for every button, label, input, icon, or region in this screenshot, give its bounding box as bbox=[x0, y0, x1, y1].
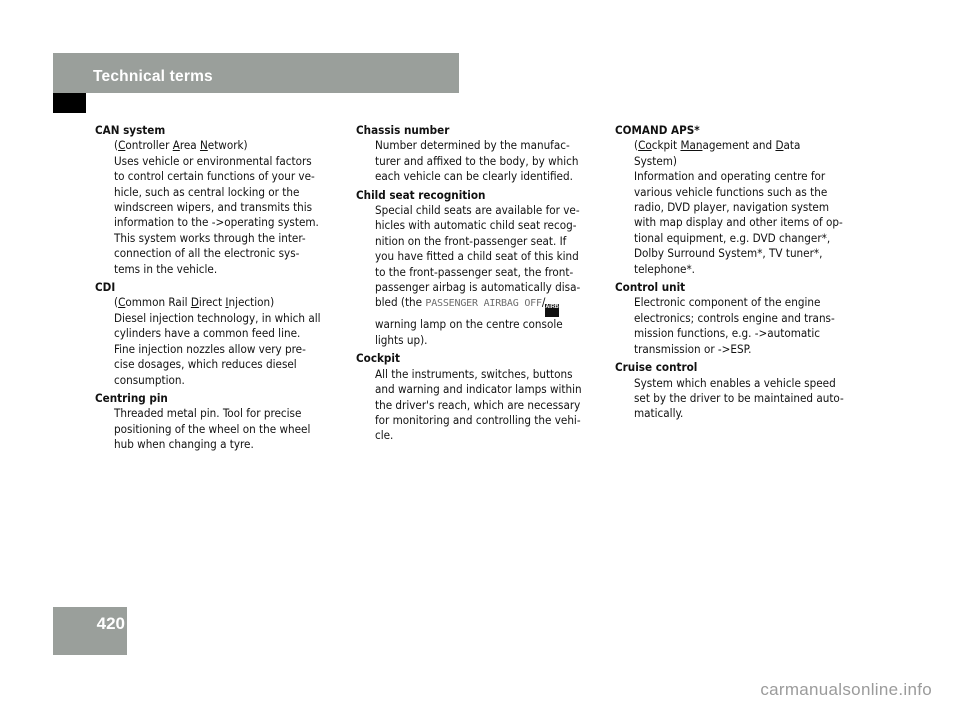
text-line: cise dosages, which reduces diesel bbox=[114, 357, 297, 372]
text-line: various vehicle functions such as the bbox=[634, 184, 828, 199]
definition-can-system bbox=[95, 138, 345, 277]
abbreviation-expansion: (Common Rail Direct Injection) bbox=[114, 295, 275, 310]
text-line: connection of all the electronic sys- bbox=[114, 246, 300, 261]
column-2 bbox=[356, 123, 606, 444]
text-line-with-icon: bled (the PASSENGER AIRBAG OFF/AIRBAG OFF bbox=[375, 295, 606, 317]
term-cruise-control: Cruise control bbox=[615, 360, 698, 375]
text-line: This system works through the inter- bbox=[114, 230, 306, 245]
definition-centring-pin bbox=[95, 406, 345, 452]
text-line: Fine injection nozzles allow very pre- bbox=[114, 341, 306, 356]
text-line: Uses vehicle or environmental factors bbox=[114, 153, 312, 168]
text-line: hub when changing a tyre. bbox=[114, 437, 254, 452]
text-line: mission functions, e.g. ->automatic bbox=[634, 326, 821, 341]
text-line: the driver's reach, which are necessary bbox=[375, 397, 581, 412]
column-1 bbox=[95, 123, 345, 453]
abbreviation-expansion: (Cockpit Management and Data bbox=[634, 138, 801, 153]
text-line: cylinders have a common feed line. bbox=[114, 326, 301, 341]
text-line: cle. bbox=[375, 428, 394, 443]
text-line: with map display and other items of op- bbox=[634, 215, 843, 230]
text-line: System) bbox=[634, 153, 677, 168]
text-line: All the instruments, switches, buttons bbox=[375, 366, 573, 381]
text-line: warning lamp on the centre console bbox=[375, 317, 563, 332]
text-line: tems in the vehicle. bbox=[114, 261, 218, 276]
term-cdi: CDI bbox=[95, 280, 116, 295]
text-line: telephone*. bbox=[634, 261, 695, 276]
text-line: matically. bbox=[634, 406, 684, 421]
text-line: electronics; controls engine and trans- bbox=[634, 310, 835, 325]
airbag-display-label: PASSENGER AIRBAG OFF bbox=[425, 298, 542, 310]
text-line: to control certain functions of your ve- bbox=[114, 169, 315, 184]
definition-cdi bbox=[95, 295, 345, 387]
text-line: Diesel injection technology, in which all bbox=[114, 310, 321, 325]
term-comand-aps: COMAND APS* bbox=[615, 123, 700, 137]
term-centring-pin: Centring pin bbox=[95, 390, 168, 405]
text-line: Special child seats are available for ve- bbox=[375, 203, 580, 218]
text-line: Electronic component of the engine bbox=[634, 295, 821, 310]
text-line: turer and affixed to the body, by which bbox=[375, 153, 579, 168]
text-line: for monitoring and controlling the vehi- bbox=[375, 412, 581, 427]
text-line: positioning of the wheel on the wheel bbox=[114, 421, 311, 436]
column-3 bbox=[615, 123, 865, 422]
definition-control-unit bbox=[615, 295, 865, 357]
header-bar bbox=[53, 53, 459, 93]
text-line: hicles with automatic child seat recog- bbox=[375, 218, 577, 233]
text-line: radio, DVD player, navigation system bbox=[634, 200, 830, 215]
text-line: passenger airbag is automatically disa- bbox=[375, 280, 581, 295]
text-line: consumption. bbox=[114, 372, 185, 387]
text-line: windscreen wipers, and transmits this bbox=[114, 200, 313, 215]
term-can-system: CAN system bbox=[95, 123, 166, 137]
watermark-link[interactable]: carmanualsonline.info bbox=[760, 680, 932, 699]
text-line: Threaded metal pin. Tool for precise bbox=[114, 406, 302, 421]
term-child-seat-recognition: Child seat recognition bbox=[356, 187, 486, 202]
term-cockpit: Cockpit bbox=[356, 351, 400, 366]
page-number-box bbox=[53, 607, 127, 655]
text-line: to the front-passenger seat, the front- bbox=[375, 264, 574, 279]
term-control-unit: Control unit bbox=[615, 280, 686, 295]
text-line: Dolby Surround System*, TV tuner*, bbox=[634, 246, 823, 261]
header-accent-block bbox=[53, 93, 86, 113]
definition-cockpit bbox=[356, 367, 606, 444]
abbreviation-expansion: (Controller Area Network) bbox=[114, 138, 248, 153]
term-chassis-number: Chassis number bbox=[356, 123, 450, 137]
definition-comand-aps bbox=[615, 138, 865, 277]
text-line: you have fitted a child seat of this kind bbox=[375, 249, 579, 264]
text-line: tional equipment, e.g. DVD changer*, bbox=[634, 230, 831, 245]
text-line: set by the driver to be maintained auto- bbox=[634, 390, 844, 405]
text-line: Number determined by the manufac- bbox=[375, 138, 570, 153]
page-title: Technical terms bbox=[93, 68, 213, 85]
text-line: information to the ->operating system. bbox=[114, 215, 319, 230]
text-line: and warning and indicator lamps within bbox=[375, 382, 582, 397]
definition-cruise-control bbox=[615, 376, 865, 422]
text-line: hicle, such as central locking or the bbox=[114, 184, 300, 199]
text-line: lights up). bbox=[375, 332, 428, 347]
text-line: System which enables a vehicle speed bbox=[634, 375, 836, 390]
text-line: transmission or ->ESP. bbox=[634, 341, 752, 356]
text-line: nition on the front-passenger seat. If bbox=[375, 233, 567, 248]
text-line: each vehicle can be clearly identified. bbox=[375, 169, 573, 184]
definition-chassis-number bbox=[356, 138, 606, 184]
definition-child-seat-recognition bbox=[356, 203, 606, 348]
text-line: Information and operating centre for bbox=[634, 169, 826, 184]
airbag-off-icon: AIRBAG OFF bbox=[545, 304, 559, 317]
page-number: 420 bbox=[96, 614, 125, 633]
